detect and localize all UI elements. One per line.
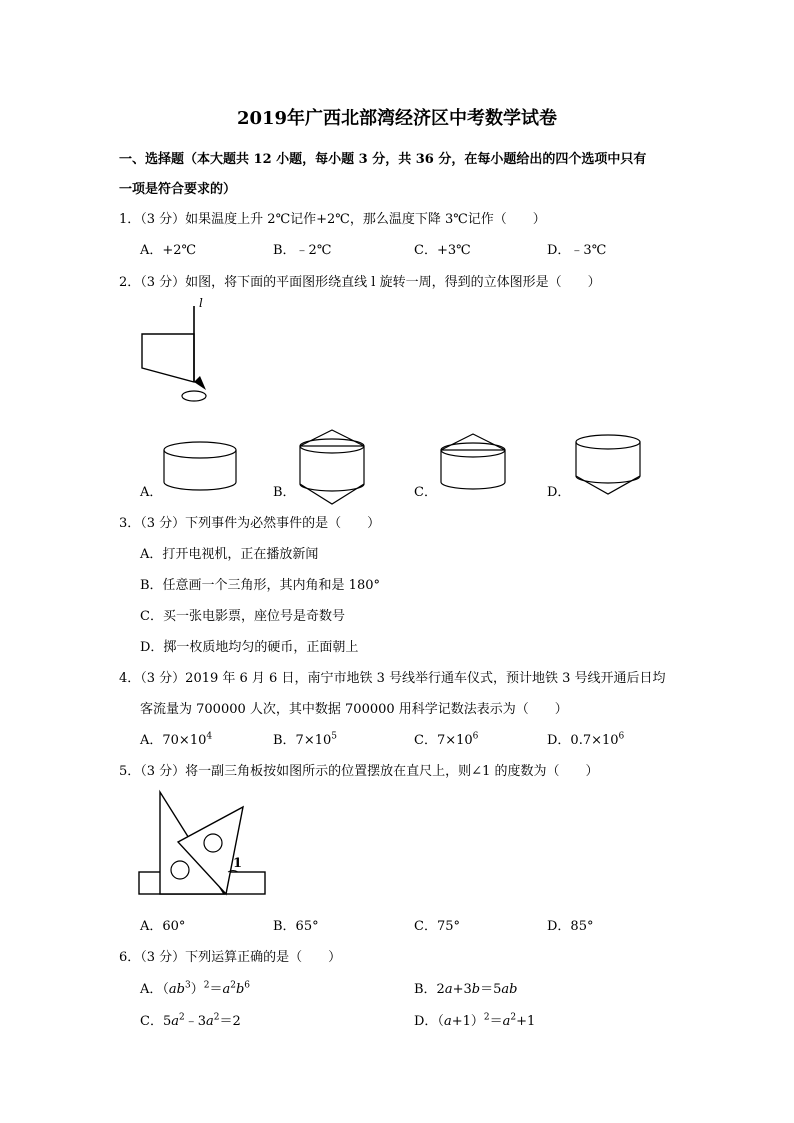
q2-option-c-cylinder-top-cone [438, 432, 508, 492]
question-4-stem-line2: 客流量为 700000 人次，其中数据 700000 用科学记数法表示为（ ） [140, 702, 568, 717]
q3-option-d: D．掷一枚质地均匀的硬币，正面朝上 [140, 640, 359, 655]
q5-triangle-ruler-figure [138, 790, 268, 900]
q1-option-b: B．﹣2℃ [273, 243, 332, 258]
q4-option-c: C．$7\times 10^6$ [414, 731, 479, 748]
q5-option-a: A．60° [140, 919, 186, 934]
q5-angle-label: 1 [233, 856, 243, 871]
q3-option-b: B．任意画一个三角形，其内角和是 180° [140, 578, 380, 593]
q2-option-c: C． [414, 485, 437, 500]
question-3-stem: 3．（3 分）下列事件为必然事件的是（ ） [119, 516, 381, 531]
q5-option-c: C．75° [414, 919, 460, 934]
q6-option-c: C．$5a^2﹣3a^2=2$ [140, 1012, 241, 1029]
q6-option-b: B．2a+3b＝5ab [414, 982, 518, 997]
section-heading-line1: 一、选择题（本大题共 12 小题，每小题 3 分，共 36 分，在每小题给出的四个选项中只有 [119, 152, 647, 167]
q6-option-a: A．$(ab^3)^2=a^2b^6$ [140, 980, 251, 997]
q5-option-b: B．65° [273, 919, 319, 934]
q1-option-d: D．﹣3℃ [547, 243, 607, 258]
q4-option-a: A．$70\times 10^4$ [140, 731, 213, 748]
q2-plane-figure [130, 298, 220, 408]
q2-option-b-cylinder-double-cone [297, 428, 367, 508]
q5-option-d: D．85° [547, 919, 594, 934]
q4-option-d: D．$0.7\times 10^6$ [547, 731, 625, 748]
question-1-stem: 1．（3 分）如果温度上升 2℃记作+2℃，那么温度下降 3℃记作（ ） [119, 212, 546, 227]
question-4-stem-line1: 4．（3 分）2019 年 6 月 6 日，南宁市地铁 3 号线举行通车仪式，预计地铁 3 号线开通后日均 [119, 671, 666, 686]
q2-axis-label: l [199, 296, 203, 310]
q2-option-a: A． [140, 485, 163, 500]
q2-option-b: B． [273, 485, 296, 500]
q4-option-b: B．$7\times 10^5$ [273, 731, 337, 748]
page-title: 2019年广西北部湾经济区中考数学试卷 [236, 108, 558, 129]
question-6-stem: 6．（3 分）下列运算正确的是（ ） [119, 950, 342, 965]
q1-option-a: A．+2℃ [140, 243, 197, 258]
question-5-stem: 5．（3 分）将一副三角板按如图所示的位置摆放在直尺上，则∠1 的度数为（ ） [119, 764, 599, 779]
q2-option-d: D． [547, 485, 571, 500]
q3-option-c: C．买一张电影票，座位号是奇数号 [140, 609, 345, 624]
q2-option-d-cylinder-bottom-cone [573, 432, 643, 497]
q6-option-d: D．$(a+1)^2=a^2+1$ [414, 1012, 536, 1029]
q3-option-a: A．打开电视机，正在播放新闻 [140, 547, 319, 562]
question-2-stem: 2．（3 分）如图，将下面的平面图形绕直线 l 旋转一周，得到的立体图形是（ ） [119, 275, 601, 290]
q1-option-c: C．+3℃ [414, 243, 471, 258]
section-heading-line2: 一项是符合要求的） [119, 182, 237, 197]
q2-option-a-cylinder [160, 440, 240, 495]
